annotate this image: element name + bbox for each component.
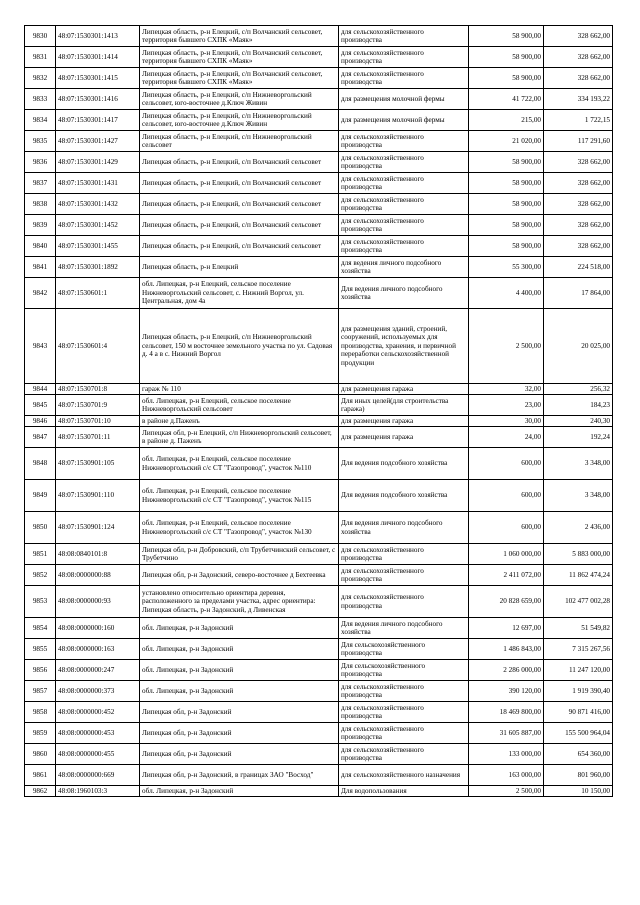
cadastral-value: 328 662,00 [544, 47, 613, 68]
area-value: 390 120,00 [469, 681, 544, 702]
table-row [25, 173, 613, 194]
permitted-use: для сельскохозяйственного производства [339, 544, 469, 565]
permitted-use: Для сельскохозяйственного производства [339, 639, 469, 660]
address: обл. Липецкая, р-н Задонский [140, 786, 339, 797]
address: обл. Липецкая, р-н Задонский [140, 618, 339, 639]
area-value: 1 486 843,00 [469, 639, 544, 660]
area-value: 133 000,00 [469, 744, 544, 765]
cadastral-value: 328 662,00 [544, 236, 613, 257]
row-number: 9831 [25, 47, 56, 68]
area-value: 21 020,00 [469, 131, 544, 152]
address: Липецкая обл, р-н Елецкий, с/п Нижневоргольский сельсовет, в районе д. Паженъ [140, 427, 339, 448]
table-row [25, 68, 613, 89]
area-value: 4 400,00 [469, 278, 544, 309]
area-value: 58 900,00 [469, 173, 544, 194]
permitted-use: Для иных целей(для строительства гаража) [339, 395, 469, 416]
permitted-use: для размещения молочной фермы [339, 89, 469, 110]
permitted-use: для сельскохозяйственного производства [339, 702, 469, 723]
row-number: 9835 [25, 131, 56, 152]
cadastral-number: 48:08:0000000:247 [56, 660, 140, 681]
table-row [25, 480, 613, 512]
permitted-use: для размещения гаража [339, 416, 469, 427]
permitted-use: для сельскохозяйственного производства [339, 194, 469, 215]
address: Липецкая область, р-н Елецкий, с/п Волчанский сельсовет, территория бывшего СХПК «Маяк» [140, 26, 339, 47]
cadastral-value: 20 025,00 [544, 309, 613, 384]
area-value: 20 828 659,00 [469, 586, 544, 618]
address: обл. Липецкая, р-н Задонский [140, 639, 339, 660]
cadastral-number: 48:07:1530701:9 [56, 395, 140, 416]
cadastral-value: 801 960,00 [544, 765, 613, 786]
cadastral-value: 328 662,00 [544, 68, 613, 89]
permitted-use: для сельскохозяйственного производства [339, 131, 469, 152]
row-number: 9832 [25, 68, 56, 89]
cadastral-number: 48:08:0000000:669 [56, 765, 140, 786]
cadastral-value: 328 662,00 [544, 152, 613, 173]
area-value: 30,00 [469, 416, 544, 427]
table-row [25, 427, 613, 448]
table-row [25, 309, 613, 384]
area-value: 58 900,00 [469, 47, 544, 68]
permitted-use: для сельскохозяйственного производства [339, 68, 469, 89]
area-value: 41 722,00 [469, 89, 544, 110]
cadastral-number: 48:08:0000000:452 [56, 702, 140, 723]
cadastral-number: 48:07:1530601:1 [56, 278, 140, 309]
row-number: 9853 [25, 586, 56, 618]
permitted-use: для ведения личного подсобного хозяйства [339, 257, 469, 278]
area-value: 2 500,00 [469, 309, 544, 384]
area-value: 600,00 [469, 480, 544, 512]
row-number: 9849 [25, 480, 56, 512]
row-number: 9846 [25, 416, 56, 427]
address: Липецкая область, р-н Елецкий, с/п Нижневоргольский сельсовет, 150 м восточнее земельного участка по ул. Садовая д. 4 а в с. Нижний Воргол [140, 309, 339, 384]
address: обл. Липецкая, р-н Елецкий, сельское поселение Нижневоргольский с/с СТ "Газопровод", участок №110 [140, 448, 339, 480]
address: Липецкая область, р-н Елецкий, с/п Волчанский сельсовет [140, 194, 339, 215]
area-value: 2 286 000,00 [469, 660, 544, 681]
land-registry-table [24, 25, 613, 797]
cadastral-value: 11 862 474,24 [544, 565, 613, 586]
table-row [25, 565, 613, 586]
row-number: 9856 [25, 660, 56, 681]
row-number: 9840 [25, 236, 56, 257]
permitted-use: Для водопользования [339, 786, 469, 797]
cadastral-number: 48:07:1530301:1429 [56, 152, 140, 173]
address: Липецкая область, р-н Елецкий [140, 257, 339, 278]
cadastral-number: 48:07:1530701:11 [56, 427, 140, 448]
row-number: 9833 [25, 89, 56, 110]
row-number: 9855 [25, 639, 56, 660]
cadastral-value: 102 477 002,28 [544, 586, 613, 618]
cadastral-value: 2 436,00 [544, 512, 613, 544]
cadastral-number: 48:07:1530301:1892 [56, 257, 140, 278]
permitted-use: Для ведения подсобного хозяйства [339, 448, 469, 480]
permitted-use: Для ведения подсобного хозяйства [339, 480, 469, 512]
row-number: 9844 [25, 384, 56, 395]
area-value: 215,00 [469, 110, 544, 131]
permitted-use: для сельскохозяйственного производства [339, 744, 469, 765]
cadastral-number: 48:07:1530301:1415 [56, 68, 140, 89]
cadastral-value: 10 150,00 [544, 786, 613, 797]
address: Липецкая обл, р-н Задонский [140, 744, 339, 765]
permitted-use: для сельскохозяйственного производства [339, 723, 469, 744]
cadastral-number: 48:07:1530701:8 [56, 384, 140, 395]
permitted-use: Для сельскохозяйственного производства [339, 660, 469, 681]
row-number: 9830 [25, 26, 56, 47]
row-number: 9860 [25, 744, 56, 765]
table-row [25, 278, 613, 309]
table-row [25, 131, 613, 152]
permitted-use: для сельскохозяйственного производства [339, 47, 469, 68]
cadastral-number: 48:07:1530301:1427 [56, 131, 140, 152]
cadastral-number: 48:07:1530701:10 [56, 416, 140, 427]
permitted-use: для размещения гаража [339, 384, 469, 395]
address: обл. Липецкая, р-н Елецкий, сельское поселение Нижневоргольский с/с СТ "Газопровод", участок №115 [140, 480, 339, 512]
table-row [25, 639, 613, 660]
address: Липецкая обл, р-н Задонский, северо-восточнее д Бехтеевка [140, 565, 339, 586]
row-number: 9850 [25, 512, 56, 544]
cadastral-value: 240,30 [544, 416, 613, 427]
address: обл. Липецкая, р-н Елецкий, сельское поселение Нижневоргольский сельсовет, с. Нижний Воргол, ул. Центральная, дом 4а [140, 278, 339, 309]
address: обл. Липецкая, р-н Елецкий, сельское поселение Нижневоргольский сельсовет [140, 395, 339, 416]
row-number: 9862 [25, 786, 56, 797]
table-row [25, 26, 613, 47]
table-row [25, 194, 613, 215]
cadastral-value: 155 500 964,04 [544, 723, 613, 744]
row-number: 9845 [25, 395, 56, 416]
table-row [25, 215, 613, 236]
document-page [24, 25, 612, 797]
row-number: 9841 [25, 257, 56, 278]
table-row [25, 586, 613, 618]
table-row [25, 257, 613, 278]
area-value: 32,00 [469, 384, 544, 395]
row-number: 9848 [25, 448, 56, 480]
row-number: 9842 [25, 278, 56, 309]
area-value: 58 900,00 [469, 194, 544, 215]
address: Липецкая обл, р-н Задонский [140, 723, 339, 744]
area-value: 23,00 [469, 395, 544, 416]
address: гараж № 110 [140, 384, 339, 395]
address: Липецкая область, р-н Елецкий, с/п Волчанский сельсовет [140, 215, 339, 236]
area-value: 58 900,00 [469, 236, 544, 257]
cadastral-value: 224 518,00 [544, 257, 613, 278]
permitted-use: для сельскохозяйственного производства [339, 173, 469, 194]
cadastral-value: 51 549,82 [544, 618, 613, 639]
area-value: 31 605 887,00 [469, 723, 544, 744]
table-row [25, 786, 613, 797]
cadastral-value: 184,23 [544, 395, 613, 416]
table-row [25, 152, 613, 173]
area-value: 12 697,00 [469, 618, 544, 639]
cadastral-value: 654 360,00 [544, 744, 613, 765]
permitted-use: для сельскохозяйственного производства [339, 152, 469, 173]
area-value: 58 900,00 [469, 26, 544, 47]
address: Липецкая область, р-н Елецкий, с/п Волчанский сельсовет [140, 152, 339, 173]
cadastral-value: 328 662,00 [544, 26, 613, 47]
table-row [25, 448, 613, 480]
address: обл. Липецкая, р-н Елецкий, сельское поселение Нижневоргольский с/с СТ "Газопровод", участок №130 [140, 512, 339, 544]
cadastral-number: 48:07:1530301:1455 [56, 236, 140, 257]
table-row [25, 544, 613, 565]
address: в районе д.Паженъ [140, 416, 339, 427]
cadastral-number: 48:07:1530301:1414 [56, 47, 140, 68]
cadastral-number: 48:08:1960103:3 [56, 786, 140, 797]
cadastral-number: 48:08:0840101:8 [56, 544, 140, 565]
permitted-use: для сельскохозяйственного производства [339, 681, 469, 702]
row-number: 9861 [25, 765, 56, 786]
row-number: 9852 [25, 565, 56, 586]
area-value: 24,00 [469, 427, 544, 448]
table-row [25, 47, 613, 68]
table-row [25, 416, 613, 427]
cadastral-value: 1 722,15 [544, 110, 613, 131]
row-number: 9859 [25, 723, 56, 744]
permitted-use: Для ведения личного подсобного хозяйства [339, 618, 469, 639]
cadastral-value: 7 315 267,56 [544, 639, 613, 660]
row-number: 9857 [25, 681, 56, 702]
row-number: 9836 [25, 152, 56, 173]
permitted-use: Для ведения личного подсобного хозяйства [339, 278, 469, 309]
cadastral-number: 48:07:1530301:1452 [56, 215, 140, 236]
cadastral-value: 17 864,00 [544, 278, 613, 309]
row-number: 9839 [25, 215, 56, 236]
table-row [25, 512, 613, 544]
cadastral-number: 48:07:1530601:4 [56, 309, 140, 384]
row-number: 9834 [25, 110, 56, 131]
address: установлено относительно ориентира деревня, расположенного за пределами участка, адрес ориентира: Липецкая область, р-н Задонский, д Ливенская [140, 586, 339, 618]
cadastral-number: 48:07:1530301:1432 [56, 194, 140, 215]
cadastral-value: 90 871 416,00 [544, 702, 613, 723]
table-row [25, 110, 613, 131]
table-row [25, 765, 613, 786]
row-number: 9847 [25, 427, 56, 448]
area-value: 58 900,00 [469, 152, 544, 173]
area-value: 163 000,00 [469, 765, 544, 786]
row-number: 9843 [25, 309, 56, 384]
address: Липецкая обл, р-н Задонский [140, 702, 339, 723]
permitted-use: для сельскохозяйственного назначения [339, 765, 469, 786]
cadastral-number: 48:07:1530901:110 [56, 480, 140, 512]
table-row [25, 384, 613, 395]
cadastral-value: 328 662,00 [544, 215, 613, 236]
area-value: 2 411 072,00 [469, 565, 544, 586]
address: обл. Липецкая, р-н Задонский [140, 660, 339, 681]
cadastral-value: 3 348,00 [544, 480, 613, 512]
permitted-use: для сельскохозяйственного производства [339, 26, 469, 47]
area-value: 58 900,00 [469, 215, 544, 236]
permitted-use: для сельскохозяйственного производства [339, 565, 469, 586]
table-row [25, 89, 613, 110]
table-row [25, 395, 613, 416]
cadastral-value: 117 291,60 [544, 131, 613, 152]
cadastral-number: 48:08:0000000:373 [56, 681, 140, 702]
cadastral-number: 48:07:1530901:105 [56, 448, 140, 480]
area-value: 18 469 800,00 [469, 702, 544, 723]
cadastral-number: 48:08:0000000:160 [56, 618, 140, 639]
table-body [25, 26, 613, 797]
permitted-use: для сельскохозяйственного производства [339, 215, 469, 236]
address: Липецкая область, р-н Елецкий, с/п Волчанский сельсовет, территория бывшего СХПК «Маяк» [140, 47, 339, 68]
cadastral-value: 3 348,00 [544, 448, 613, 480]
table-row [25, 744, 613, 765]
area-value: 2 500,00 [469, 786, 544, 797]
address: Липецкая обл, р-н Задонский, в границах ЗАО "Восход" [140, 765, 339, 786]
table-row [25, 618, 613, 639]
cadastral-number: 48:07:1530301:1417 [56, 110, 140, 131]
address: Липецкая обл, р-н Добровский, с/п Трубетчинский сельсовет, с Трубетчино [140, 544, 339, 565]
area-value: 1 060 000,00 [469, 544, 544, 565]
permitted-use: для размещения молочной фермы [339, 110, 469, 131]
cadastral-value: 11 247 120,00 [544, 660, 613, 681]
cadastral-value: 328 662,00 [544, 194, 613, 215]
cadastral-number: 48:07:1530901:124 [56, 512, 140, 544]
area-value: 600,00 [469, 448, 544, 480]
cadastral-number: 48:08:0000000:163 [56, 639, 140, 660]
row-number: 9837 [25, 173, 56, 194]
permitted-use: для размещения зданий, строений, сооружений, используемых для производства, хранения, и первичной переработки сельскохозяйственной продукции [339, 309, 469, 384]
address: Липецкая область, р-н Елецкий, с/п Волчанский сельсовет [140, 173, 339, 194]
cadastral-number: 48:07:1530301:1413 [56, 26, 140, 47]
permitted-use: для сельскохозяйственного производства [339, 586, 469, 618]
table-row [25, 723, 613, 744]
cadastral-value: 256,32 [544, 384, 613, 395]
cadastral-value: 192,24 [544, 427, 613, 448]
row-number: 9858 [25, 702, 56, 723]
address: Липецкая область, р-н Елецкий, с/п Волчанский сельсовет, территория бывшего СХПК «Маяк» [140, 68, 339, 89]
table-row [25, 681, 613, 702]
table-row [25, 660, 613, 681]
cadastral-number: 48:07:1530301:1431 [56, 173, 140, 194]
cadastral-number: 48:07:1530301:1416 [56, 89, 140, 110]
cadastral-number: 48:08:0000000:453 [56, 723, 140, 744]
row-number: 9851 [25, 544, 56, 565]
area-value: 55 300,00 [469, 257, 544, 278]
permitted-use: для сельскохозяйственного производства [339, 236, 469, 257]
cadastral-number: 48:08:0000000:88 [56, 565, 140, 586]
cadastral-number: 48:08:0000000:93 [56, 586, 140, 618]
cadastral-value: 328 662,00 [544, 173, 613, 194]
permitted-use: для размещения гаража [339, 427, 469, 448]
cadastral-number: 48:08:0000000:455 [56, 744, 140, 765]
address: Липецкая область, р-н Елецкий, с/п Волчанский сельсовет [140, 236, 339, 257]
area-value: 600,00 [469, 512, 544, 544]
permitted-use: Для ведения личного подсобного хозяйства [339, 512, 469, 544]
cadastral-value: 5 883 000,00 [544, 544, 613, 565]
table-row [25, 702, 613, 723]
address: Липецкая область, р-н Елецкий, с/п Нижневоргольский сельсовет [140, 131, 339, 152]
address: Липецкая область, р-н Елецкий, с/п Нижневоргольский сельсовет, юго-восточнее д.Ключ Живин [140, 110, 339, 131]
address: обл. Липецкая, р-н Задонский [140, 681, 339, 702]
table-row [25, 236, 613, 257]
row-number: 9854 [25, 618, 56, 639]
address: Липецкая область, р-н Елецкий, с/п Нижневоргольский сельсовет, юго-восточнее д.Ключ Живин [140, 89, 339, 110]
area-value: 58 900,00 [469, 68, 544, 89]
cadastral-value: 1 919 390,40 [544, 681, 613, 702]
row-number: 9838 [25, 194, 56, 215]
cadastral-value: 334 193,22 [544, 89, 613, 110]
